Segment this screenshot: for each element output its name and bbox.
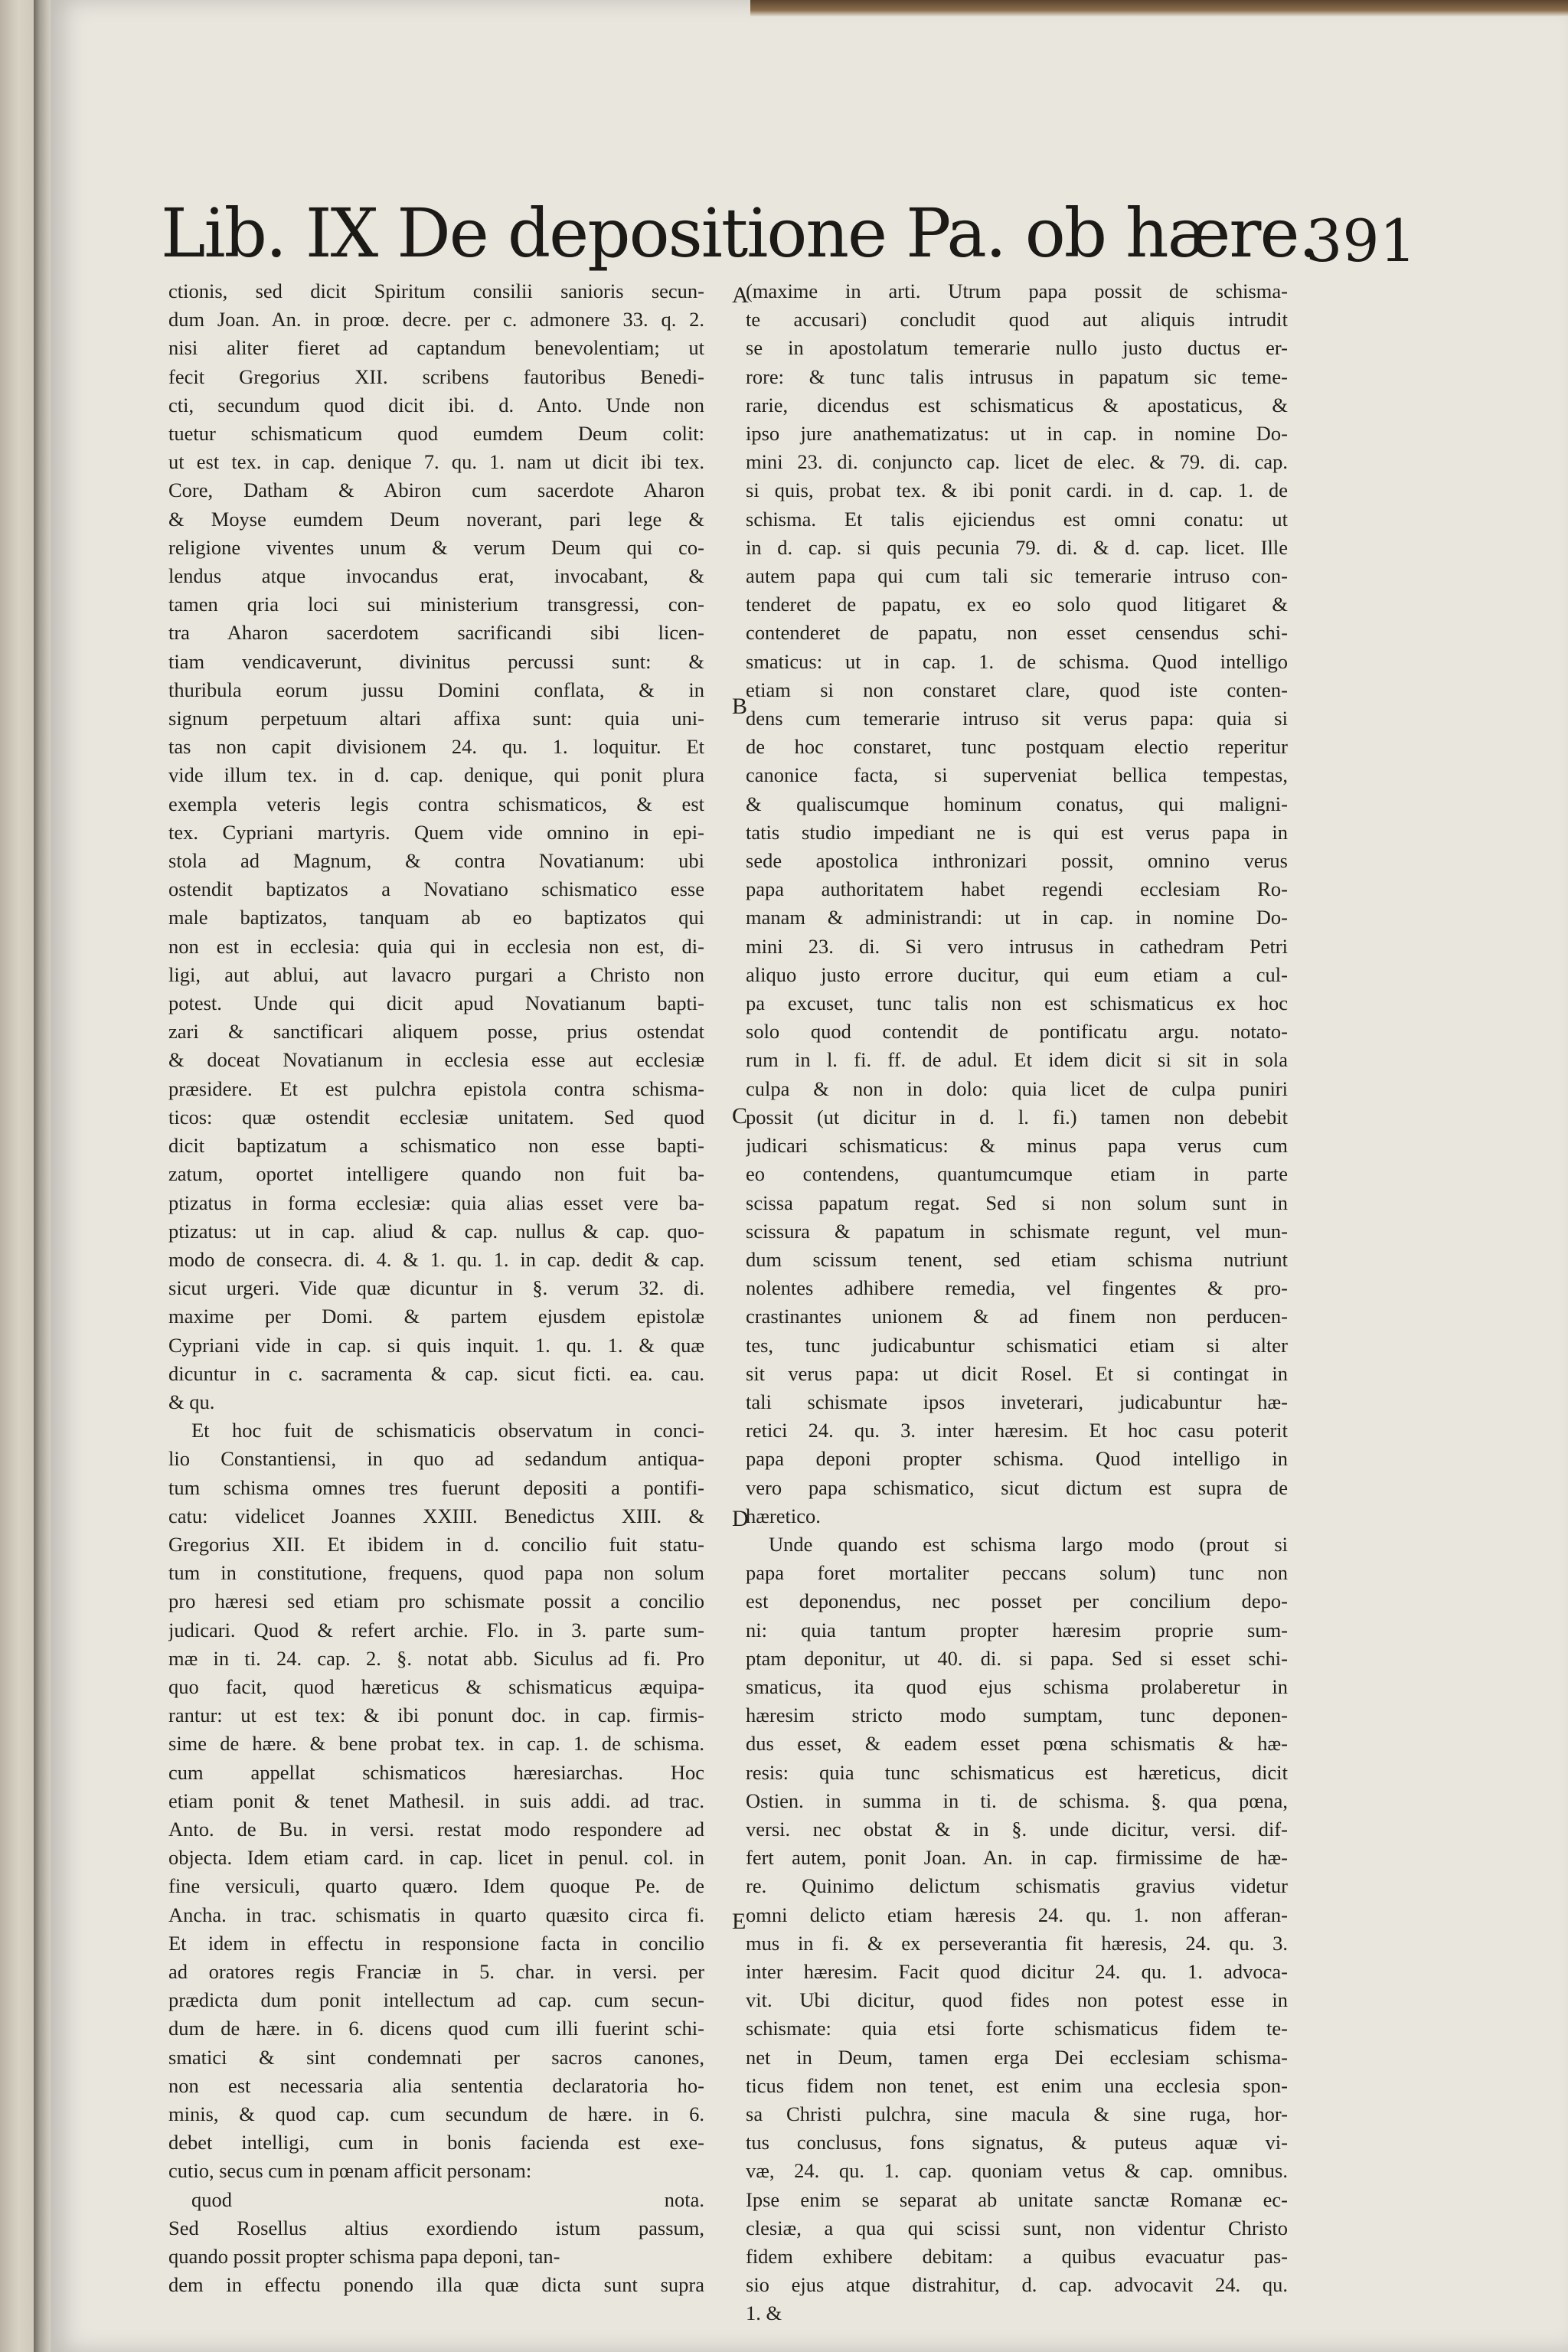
text-line: ctionis, sed dicit Spiritum consilii sanioris secun- <box>168 279 704 302</box>
text-line: pa excuset, tunc talis non est schismaticus ex hoc <box>746 991 1288 1015</box>
text-line: ptam deponitur, ut 40. di. si papa. Sed si esset schi- <box>746 1646 1288 1670</box>
text-line: resis: quia tunc schismaticus est hæreticus, dicit <box>746 1760 1288 1784</box>
text-line: cutio, secus cum in pœnam afficit personam: <box>168 2159 532 2183</box>
text-line: & qualiscumque hominum conatus, qui maligni- <box>746 792 1288 815</box>
text-line: papa authoritatem habet regendi ecclesiam Ro- <box>746 877 1288 901</box>
text-line: nisi aliter fieret ad captandum benevolentiam; ut <box>168 336 704 360</box>
text-line: schismate: quia etsi forte schismaticus fidem te- <box>746 2017 1288 2040</box>
text-line: fidem exhibere debitam: a quibus evacuatur pas- <box>746 2245 1288 2269</box>
text-line: net in Deum, tamen erga Dei ecclesiam schisma- <box>746 2045 1288 2069</box>
text-line: scissura & papatum in schismate regunt, vel mun- <box>746 1219 1288 1243</box>
text-line: non est in ecclesia: quia qui in ecclesia non est, di- <box>168 934 704 958</box>
text-line: mini 23. di. Si vero intrusus in cathedram Petri <box>746 934 1288 958</box>
text-line: signum perpetuum altari affixa sunt: quia uni- <box>168 707 704 730</box>
text-line: est deponendus, nec posset per concilium depo- <box>746 1589 1288 1613</box>
text-line: smaticus: ut in cap. 1. de schisma. Quod intelligo <box>746 649 1288 673</box>
text-line: & qu. <box>168 1390 215 1413</box>
text-line: etiam si non constaret clare, quod iste conten- <box>746 678 1288 701</box>
text-line: rore: & tunc talis intrusus in papatum sic teme- <box>746 364 1288 388</box>
text-line: smaticus, ita quod ejus schisma prolaberetur in <box>746 1674 1288 1698</box>
text-line: cti, secundum quod dicit ibi. d. Anto. Unde non <box>168 393 704 416</box>
text-line: zatum, oportet intelligere quando non fuit ba- <box>168 1162 704 1186</box>
text-line: sit verus papa: ut dicit Rosel. Et si contingat in <box>746 1361 1288 1385</box>
text-line: dicit baptizatum a schismatico non esse bapti- <box>168 1134 704 1158</box>
text-line: ad oratores regis Franciæ in 5. char. in versi. per <box>168 1959 704 1983</box>
text-line: fert autem, ponit Joan. An. in cap. firmissime de hæ- <box>746 1846 1288 1870</box>
previous-page-edge <box>0 0 34 2352</box>
text-line: quod nota. <box>191 2187 704 2211</box>
text-line: Ipse enim se separat ab unitate sanctæ Romanæ ec- <box>746 2187 1288 2211</box>
text-line: nolentes adhibere remedia, vel fingentes & pro- <box>746 1276 1288 1300</box>
text-line: cum appellat schismaticos hæresiarchas. Hoc <box>168 1760 704 1784</box>
text-line: potest. Unde qui dicit apud Novatianum bapti- <box>168 991 704 1015</box>
text-line: dicuntur in c. sacramenta & cap. sicut ficti. ea. cau. <box>168 1361 704 1385</box>
text-line: maxime per Domi. & partem ejusdem epistolæ <box>168 1305 704 1328</box>
text-line: ptizatus: ut in cap. aliud & cap. nullus & cap. quo- <box>168 1219 704 1243</box>
book-gutter <box>34 0 51 2352</box>
left-text-column <box>168 277 704 2299</box>
text-line: dum scissum tenent, sed etiam schisma nutriunt <box>746 1247 1288 1271</box>
text-line: dum de hære. in 6. dicens quod cum illi fuerint schi- <box>168 2017 704 2040</box>
text-line: tuetur schismaticum quod eumdem Deum colit: <box>168 422 704 446</box>
text-line: scissa papatum regat. Sed si non solum sunt in <box>746 1191 1288 1214</box>
marginal-letter-a: A <box>732 283 749 308</box>
text-line: tus conclusus, fons signatus, & puteus aquæ vi- <box>746 2131 1288 2154</box>
text-line: (maxime in arti. Utrum papa possit de schisma- <box>746 279 1288 302</box>
text-line: tum in constitutione, frequens, quod papa non solum <box>168 1561 704 1585</box>
text-line: hæretico. <box>746 1504 821 1527</box>
text-line: judicari schismaticus: & minus papa verus cum <box>746 1134 1288 1158</box>
text-line: canonice facta, si superveniat bellica tempestas, <box>746 763 1288 787</box>
text-line: thuribula eorum jussu Domini conflata, & in <box>168 678 704 701</box>
text-line: Cypriani vide in cap. si quis inquit. 1. qu. 1. & quæ <box>168 1333 704 1357</box>
text-line: objecta. Idem etiam card. in cap. licet in penul. col. in <box>168 1846 704 1870</box>
text-line: re. Quinimo delictum schismatis gravius videtur <box>746 1874 1288 1898</box>
text-line: mini 23. di. conjuncto cap. licet de elec. & 79. di. cap. <box>746 450 1288 474</box>
text-line: sime de hære. & bene probat tex. in cap. 1. de schisma. <box>168 1732 704 1756</box>
text-line: etiam ponit & tenet Mathesil. in suis addi. ad trac. <box>168 1788 704 1812</box>
text-line: non est necessaria alia sententia declaratoria ho- <box>168 2073 704 2097</box>
text-line: versi. nec obstat & in §. unde dicitur, versi. dif- <box>746 1817 1288 1841</box>
text-line: ni: quia tantum propter hæresim proprie sum- <box>746 1618 1288 1642</box>
text-line: fecit Gregorius XII. scribens fautoribus Benedi- <box>168 364 704 388</box>
text-line: zari & sanctificari aliquem posse, prius ostendat <box>168 1020 704 1044</box>
text-line: schisma. Et talis ejiciendus est omni conatu: ut <box>746 507 1288 531</box>
text-line: tra Aharon sacerdotem sacrificandi sibi licen- <box>168 621 704 645</box>
text-line: tatis studio impediant ne is qui est verus papa in <box>746 820 1288 844</box>
text-line: modo de consecra. di. 4. & 1. qu. 1. in cap. dedit & cap. <box>168 1247 704 1271</box>
text-line: contenderet de papatu, non esset censendus schi- <box>746 621 1288 645</box>
text-line: manam & administrandi: ut in cap. in nomine Do- <box>746 906 1288 929</box>
text-line: dem in effectu ponendo illa quæ dicta sunt supra <box>168 2273 704 2297</box>
text-line: dens cum temerarie intruso sit verus papa: quia si <box>746 707 1288 730</box>
text-line: debet intelligi, cum in bonis facienda est exe- <box>168 2131 704 2154</box>
text-line: ptizatus in forma ecclesiæ: quia alias esset vere ba- <box>168 1191 704 1214</box>
text-line: Et hoc fuit de schismaticis observatum in conci- <box>191 1419 704 1442</box>
text-line: si quis, probat tex. & ibi ponit cardi. in d. cap. 1. de <box>746 479 1288 502</box>
text-line: Gregorius XII. Et ibidem in d. concilio fuit statu- <box>168 1532 704 1556</box>
text-line: judicari. Quod & refert archie. Flo. in 3. parte sum- <box>168 1618 704 1642</box>
text-line: omni delicto etiam hæresis 24. qu. 1. non afferan- <box>746 1903 1288 1926</box>
text-line: possit (ut dicitur in d. l. fi.) tamen non debebit <box>746 1105 1288 1129</box>
text-line: lio Constantiensi, in quo ad sedandum antiqua- <box>168 1447 704 1471</box>
text-line: dum Joan. An. in proœ. decre. per c. admonere 33. q. 2. <box>168 308 704 332</box>
text-line: stola ad Magnum, & contra Novatianum: ubi <box>168 849 704 873</box>
text-line: rarie, dicendus est schismaticus & apostaticus, & <box>746 393 1288 416</box>
text-line: vit. Ubi dicitur, quod fides non potest esse in <box>746 1988 1288 2012</box>
text-line: tes, tunc judicabuntur schismatici etiam si alter <box>746 1333 1288 1357</box>
text-line: pro hæresi sed etiam pro schismate possit a concilio <box>168 1589 704 1613</box>
text-line: væ, 24. qu. 1. cap. quoniam vetus & cap. omnibus. <box>746 2159 1288 2183</box>
text-line: culpa & non in dolo: quia licet de culpa puniri <box>746 1076 1288 1100</box>
text-line: sio ejus atque distrahitur, d. cap. advocavit 24. qu. <box>746 2273 1288 2297</box>
text-line: exempla veteris legis contra schismaticos, & est <box>168 792 704 815</box>
text-line: tex. Cypriani martyris. Quem vide omnino in epi- <box>168 820 704 844</box>
text-line: papa deponi propter schisma. Quod intelligo in <box>746 1447 1288 1471</box>
text-line: minis, & quod cap. cum secundum de hære. in 6. <box>168 2102 704 2125</box>
text-line: & doceat Novatianum in ecclesia esse aut ecclesiæ <box>168 1048 704 1072</box>
text-line: tas non capit divisionem 24. qu. 1. loquitur. Et <box>168 735 704 759</box>
text-line: Anto. de Bu. in versi. restat modo respondere ad <box>168 1817 704 1841</box>
text-line: 1. & <box>746 2301 782 2325</box>
text-line: lendus atque invocandus erat, invocabant, & <box>168 564 704 588</box>
text-line: vero papa schismatico, sicut dictum est supra de <box>746 1475 1288 1499</box>
text-line: ut est tex. in cap. denique 7. qu. 1. nam ut dicit ibi tex. <box>168 450 704 474</box>
right-text-column <box>746 277 1288 2328</box>
text-line: papa foret mortaliter peccans solum) tunc non <box>746 1561 1288 1585</box>
text-line: ticus fidem non tenet, est enim una ecclesia spon- <box>746 2073 1288 2097</box>
text-line: tum schisma omnes tres fuerunt depositi a pontifi- <box>168 1475 704 1499</box>
text-line: tiam vendicaverunt, divinitus percussi sunt: & <box>168 649 704 673</box>
text-line: retici 24. qu. 3. inter hæresim. Et hoc casu poterit <box>746 1419 1288 1442</box>
page-number: 391 <box>1305 207 1416 275</box>
page-top-edge-shadow <box>750 0 1568 17</box>
text-line: rum in l. fi. ff. de adul. Et idem dicit si sit in sola <box>746 1048 1288 1072</box>
text-line: solo quod contendit de pontificatu argu. notato- <box>746 1020 1288 1044</box>
running-title: Lib. IX De depositione Pa. ob hære. <box>161 194 1318 273</box>
text-line: catu: videlicet Joannes XXIII. Benedictus XIII. & <box>168 1504 704 1527</box>
text-line: sede apostolica inthronizari possit, omnino verus <box>746 849 1288 873</box>
text-line: præsidere. Et est pulchra epistola contra schisma- <box>168 1076 704 1100</box>
text-line: ipso jure anathematizatus: ut in cap. in nomine Do- <box>746 422 1288 446</box>
text-line: inter hæresim. Facit quod dicitur 24. qu. 1. advoca- <box>746 1959 1288 1983</box>
text-line: se in apostolatum temerarie nullo justo ductus er- <box>746 336 1288 360</box>
text-line: ticos: quæ ostendit ecclesiæ unitatem. Sed quod <box>168 1105 704 1129</box>
text-line: & Moyse eumdem Deum noverant, pari lege & <box>168 507 704 531</box>
text-line: mæ in ti. 24. cap. 2. §. notat abb. Siculus ad fi. Pro <box>168 1646 704 1670</box>
text-line: sicut urgeri. Vide quæ dicuntur in §. verum 32. di. <box>168 1276 704 1300</box>
text-line: clesiæ, a qua qui scissi sunt, non videntur Christo <box>746 2216 1288 2239</box>
text-line: de hoc constaret, tunc postquam electio reperitur <box>746 735 1288 759</box>
marginal-letter-e: E <box>732 1909 746 1934</box>
text-line: Et idem in effectu in responsione facta in concilio <box>168 1931 704 1955</box>
text-line: prædicta dum ponit intellectum ad cap. cum secun- <box>168 1988 704 2012</box>
text-line: dus esset, & eadem esset pœna schismatis & hæ- <box>746 1732 1288 1756</box>
text-line: religione viventes unum & verum Deum qui co- <box>168 535 704 559</box>
text-line: mus in fi. & ex perseverantia fit hæresis, 24. qu. 3. <box>746 1931 1288 1955</box>
text-line: te accusari) concludit quod aut aliquis intrudit <box>746 308 1288 332</box>
marginal-letter-b: B <box>732 694 748 719</box>
text-line: crastinantes unionem & ad finem non perducen- <box>746 1305 1288 1328</box>
text-line: Sed Rosellus altius exordiendo istum passum, <box>168 2216 704 2239</box>
text-line: male baptizatos, tanquam ab eo baptizatos qui <box>168 906 704 929</box>
text-line: quando possit propter schisma papa deponi, tan- <box>168 2245 560 2269</box>
text-line: fine versiculi, quarto quæro. Idem quoque Pe. de <box>168 1874 704 1898</box>
text-line: Core, Datham & Abiron cum sacerdote Aharon <box>168 479 704 502</box>
text-line: hæresim stricto modo sumptam, tunc deponen- <box>746 1704 1288 1727</box>
text-line: sa Christi pulchra, sine macula & sine ruga, hor- <box>746 2102 1288 2125</box>
text-line: autem papa qui cum tali sic temerarie intruso con- <box>746 564 1288 588</box>
text-line: in d. cap. si quis pecunia 79. di. & d. cap. licet. Ille <box>746 535 1288 559</box>
text-line: tenderet de papatu, ex eo solo quod litigaret & <box>746 593 1288 616</box>
text-line: ostendit baptizatos a Novatiano schismatico esse <box>168 877 704 901</box>
marginal-letter-d: D <box>732 1506 749 1531</box>
text-line: Unde quando est schisma largo modo (prout si <box>769 1532 1288 1556</box>
text-line: Ancha. in trac. schismatis in quarto quæsito circa fi. <box>168 1903 704 1926</box>
text-line: quo facit, quod hæreticus & schismaticus æquipa- <box>168 1674 704 1698</box>
text-line: smatici & sint condemnati per sacros canones, <box>168 2045 704 2069</box>
text-line: rantur: ut est tex: & ibi ponunt doc. in cap. firmis- <box>168 1704 704 1727</box>
text-line: Ostien. in summa in ti. de schisma. §. qua pœna, <box>746 1788 1288 1812</box>
text-line: tali schismate ipsos inveterari, judicabuntur hæ- <box>746 1390 1288 1413</box>
text-line: aliquo justo errore ducitur, qui eum etiam a cul- <box>746 962 1288 986</box>
text-line: eo contendens, quantumcumque etiam in parte <box>746 1162 1288 1186</box>
text-line: tamen qria loci sui ministerium transgressi, con- <box>168 593 704 616</box>
text-line: ligi, aut ablui, aut lavacro purgari a Christo non <box>168 962 704 986</box>
marginal-letter-c: C <box>732 1103 748 1129</box>
text-line: vide illum tex. in d. cap. denique, qui ponit plura <box>168 763 704 787</box>
